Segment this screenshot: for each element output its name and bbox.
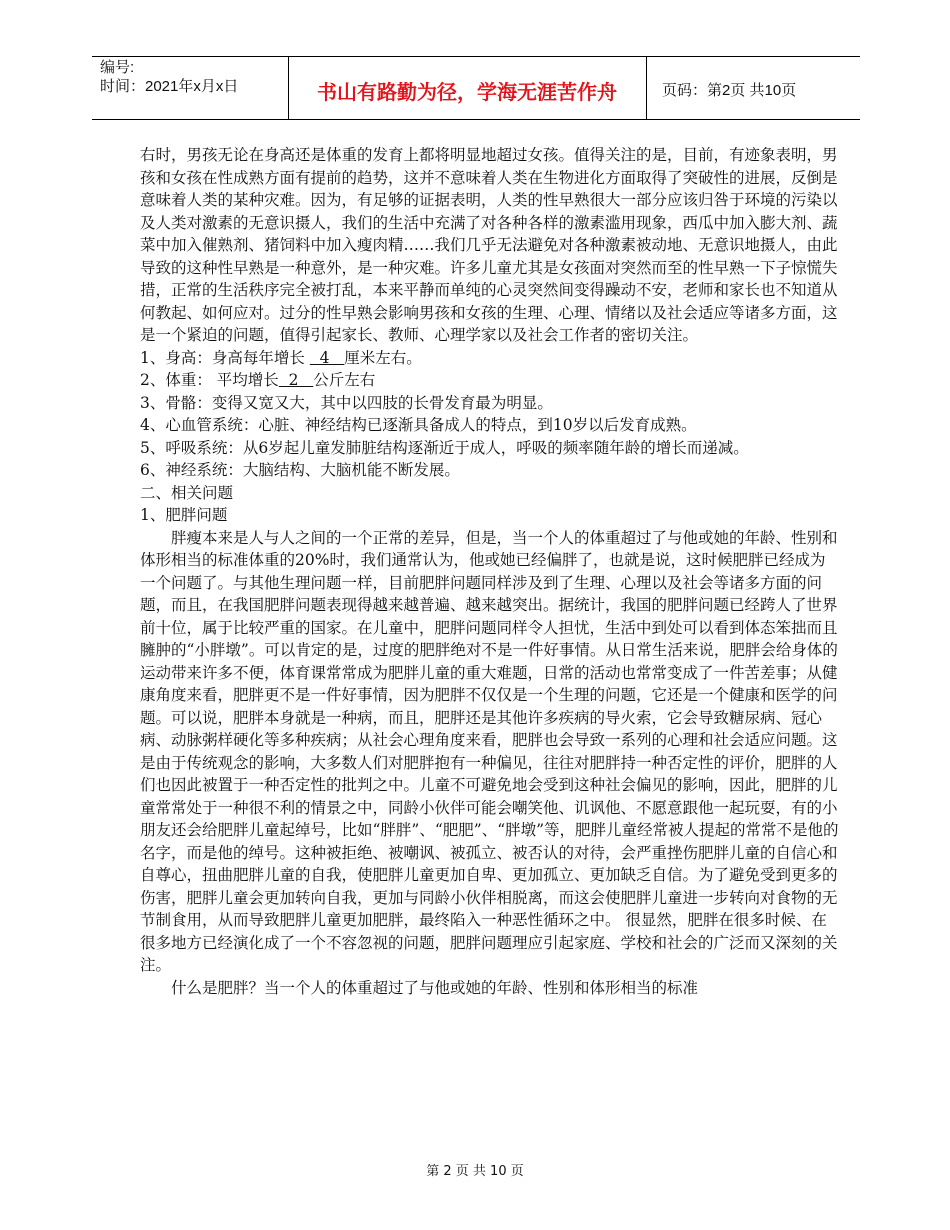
item-label: 1、身高：身高每年增长 bbox=[140, 348, 310, 367]
document-time-label: 时间：2021年x月x日 bbox=[100, 78, 239, 95]
page-footer: 第 2 页 共 10 页 bbox=[426, 1164, 524, 1179]
header-page-info: 页码：第2页 共10页 bbox=[662, 82, 797, 99]
header-divider-right bbox=[646, 56, 647, 120]
obesity-paragraph: 胖瘦本来是人与人之间的一个正常的差异，但是，当一个人的体重超过了与他或她的年龄、性别和体形相当的标准体重的20%时，我们通常认为，他或她已经偏胖了，也就是说，这时候肥胖已经成为一个问题了。与其他生理问题一样，目前肥胖问题同样涉及到了生理、心理以及社会等诸多方面的问题，而且，在我国肥胖问题表现得越来越普遍、越来越突出。据统计，我国的肥胖问题已经跨人了世界前十位，属于比较严重的国家。在儿童中，肥胖问题同样令人担忧，生活中到处可以看到体态笨拙而且臃肿的“小胖墩”。可以肯定的是，过度的肥胖绝对不是一件好事情。从日常生活来说，肥胖会给身体的运动带来许多不便，体育课常常成为肥胖儿童的重大难题，日常的活动也常常变成了一件苦差事；从健康角度来看，肥胖更不是一件好事情，因为肥胖不仅仅是一个生理的问题，它还是一个健康和医学的问题。可以说，肥胖本身就是一种病，而且，肥胖还是其他许多疾病的导火索，它会导致糖尿病、冠心病、动脉粥样硬化等多种疾病；从社会心理角度来看，肥胖也会导致一系列的心理和社会适应问题。这是由于传统观念的影响，大多数人们对肥胖抱有一种偏见，往往对肥胖持一种否定性的评价，肥胖的人们也因此被置于一种否定性的批判之中。儿童不可避免地会受到这种社会偏见的影响，因此，肥胖的儿童常常处于一种很不利的情景之中，同龄小伙伴可能会嘲笑他、讥讽他、不愿意跟他一起玩耍，有的小朋友还会给肥胖儿童起绰号，比如“胖胖”、“肥肥”、“胖墩”等，肥胖儿童经常被人提起的常常不是他的名字，而是他的绰号。这种被拒绝、被嘲讽、被孤立、被否认的对待，会严重挫伤肥胖儿童的自信心和自尊心，扭曲肥胖儿童的自我，使肥胖儿童更加自卑、更加孤立、更加缺乏自信。为了避免受到更多的伤害，肥胖儿童会更加转向自我，更加与同龄小伙伴相脱离，而这会使肥胖儿童进一步转向对食物的无节制食用，从而导致肥胖儿童更加肥胖，最终陷入一种恶性循环之中。 很显然，肥胖在很多时候、在很多地方已经演化成了一个不容忽视的问题，肥胖问题理应引起家庭、学校和社会的广泛而又深刻的关注。 bbox=[140, 528, 839, 974]
item-label: 2、体重： 平均增长 bbox=[140, 371, 279, 389]
list-item-height bbox=[140, 347, 840, 370]
page-header bbox=[92, 56, 860, 120]
item-unit: 厘米左右。 bbox=[344, 348, 422, 367]
intro-paragraph: 右时，男孩无论在身高还是体重的发育上都将明显地超过女孩。值得关注的是，目前，有迹象表明，男孩和女孩在性成熟方面有提前的趋势，这并不意味着人类在生物进化方面取得了突破性的进展，反倒是意味着人类的某种灾难。因为，有足够的证据表明，人类的性早熟很大一部分应该归咎于环境的污染以及人类对激素的无意识摄人，我们的生活中充满了对各种各样的激素滥用现象，西瓜中加入膨大剂、蔬菜中加入催熟剂、猪饲料中加入瘦肉精……我们几乎无法避免对各种激素被动地、无意识地摄人，由此导致的这种性早熟是一种意外，是一种灾难。许多儿童尤其是女孩面对突然而至的性早熟一下子惊慌失措，正常的生活秩序完全被打乱，本来平静而单纯的心灵突然间变得躁动不安，老师和家长也不知道从何教起、如何应对。过分的性早熟会影响男孩和女孩的生理、心理、情绪以及社会适应等诸多方面，这是一个紧迫的问题，值得引起家长、教师、心理学家以及社会工作者的密切关注。 bbox=[140, 146, 838, 344]
header-top-rule bbox=[92, 56, 860, 57]
document-number-label: 编号: bbox=[100, 59, 135, 76]
document-body bbox=[140, 144, 840, 999]
list-item-bones: 3、骨骼：变得又宽又大，其中以四肢的长骨发育最为明显。 bbox=[140, 393, 553, 412]
list-item-weight bbox=[140, 369, 840, 392]
item-unit: 公斤左右 bbox=[313, 371, 376, 389]
list-item-cardiovascular: 4、心血管系统：心脏、神经结构已逐渐具备成人的特点，到10岁以后发育成熟。 bbox=[140, 416, 697, 434]
subsection-heading: 1、肥胖问题 bbox=[140, 506, 228, 524]
header-meta bbox=[100, 58, 290, 96]
definition-paragraph: 什么是肥胖？当一个人的体重超过了与他或她的年龄、性别和体形相当的标准 bbox=[171, 978, 699, 997]
height-value: 4 bbox=[309, 348, 345, 367]
section-heading: 二、相关问题 bbox=[140, 483, 234, 502]
list-item-respiratory: 5、呼吸系统：从6岁起儿童发肺脏结构逐渐近于成人，呼吸的频率随年龄的增长而递减。 bbox=[140, 438, 749, 457]
weight-value: 2 bbox=[278, 371, 314, 389]
list-item-nervous: 6、神经系统：大脑结构、大脑机能不断发展。 bbox=[140, 461, 460, 479]
header-bottom-rule bbox=[92, 119, 860, 120]
header-motto: 书山有路勤为径，学海无涯苦作舟 bbox=[317, 80, 617, 104]
